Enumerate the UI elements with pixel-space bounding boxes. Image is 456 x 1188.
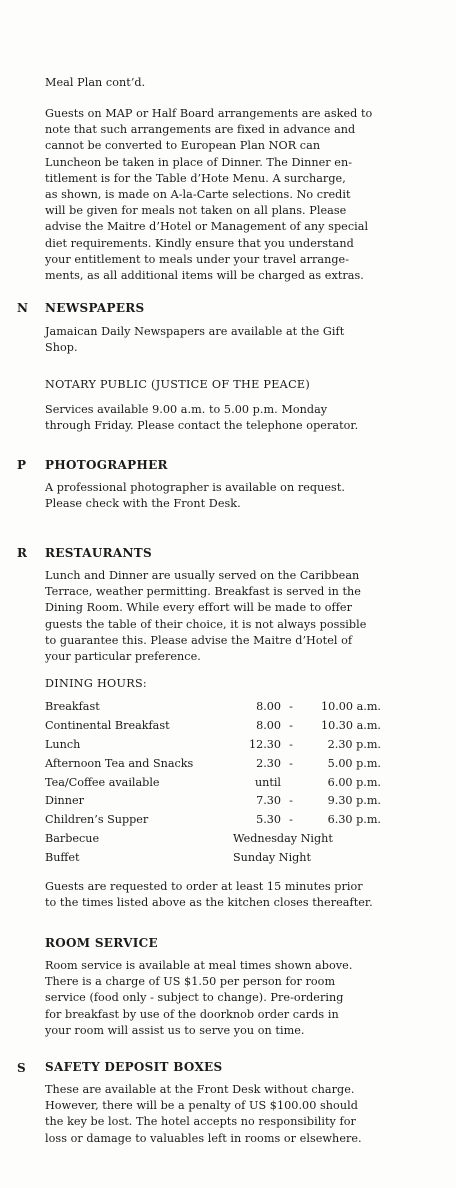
- meal-plan-title: Meal Plan cont’d.: [45, 76, 146, 89]
- text-line: Guests are requested to order at least 15 minutes prior: [45, 880, 363, 893]
- table-row: [45, 791, 381, 810]
- end-time: 10.00 a.m.: [321, 699, 381, 713]
- text-line: advise the Maitre d’Hotel or Management of any special: [45, 220, 369, 234]
- photographer-body: [45, 480, 405, 512]
- meal-day: Wednesday Night: [233, 832, 333, 846]
- text-line: A professional photographer is available on request.: [45, 481, 345, 494]
- time-dash: [281, 773, 301, 792]
- text-line: Shop.: [45, 341, 78, 355]
- table-row: [45, 754, 381, 773]
- text-line: Please check with the Front Desk.: [45, 497, 241, 511]
- text-line: note that such arrangements are fixed in advance and: [45, 123, 356, 137]
- restaurants-heading: RESTAURANTS: [45, 546, 152, 560]
- start-time: 8.00: [256, 718, 281, 732]
- meal-name: Lunch: [45, 737, 81, 751]
- time-dash: -: [289, 756, 293, 770]
- text-line: your particular preference.: [45, 650, 201, 664]
- text-line: ments, as all additional items will be charged as extras.: [45, 269, 364, 283]
- photographer-heading: PHOTOGRAPHER: [45, 458, 168, 472]
- room-service-body: [45, 958, 405, 1039]
- start-time: 12.30: [248, 737, 281, 751]
- meal-name: Afternoon Tea and Snacks: [45, 756, 194, 770]
- start-time: 5.30: [256, 813, 281, 827]
- table-row: [45, 810, 381, 829]
- text-line: service (food only - subject to change). Pre-ordering: [45, 991, 344, 1005]
- text-line: to guarantee this. Please advise the Maitre d’Hotel of: [45, 633, 353, 647]
- section-letter-s: S: [17, 1061, 26, 1075]
- text-line: to the times listed above as the kitchen closes thereafter.: [45, 896, 373, 910]
- start-time: 7.30: [256, 794, 281, 808]
- notary-public-heading: NOTARY PUBLIC (JUSTICE OF THE PEACE): [45, 378, 311, 391]
- text-line: Dining Room. While every effort will be made to offer: [45, 601, 352, 615]
- text-line: Luncheon be taken in place of Dinner. The Dinner en-: [45, 155, 353, 169]
- newspapers-body: [45, 324, 405, 356]
- notary-public-body: [45, 402, 405, 434]
- table-row: [45, 773, 381, 792]
- end-time: 6.30 p.m.: [327, 813, 381, 827]
- time-dash: -: [289, 718, 293, 732]
- meal-plan-body: [45, 106, 405, 284]
- table-row: [45, 716, 381, 735]
- meal-name: Continental Breakfast: [45, 718, 170, 732]
- meal-name: Buffet: [45, 851, 80, 865]
- end-time: 5.00 p.m.: [327, 756, 381, 770]
- text-line: Room service is available at meal times shown above.: [45, 959, 353, 972]
- text-line: cannot be converted to European Plan NOR can: [45, 139, 321, 153]
- table-row: [45, 848, 381, 867]
- text-line: your entitlement to meals under your travel arrange-: [45, 252, 350, 266]
- meal-name: Dinner: [45, 794, 84, 808]
- meal-name: Breakfast: [45, 699, 100, 713]
- end-time: 6.00 p.m.: [327, 775, 381, 789]
- time-dash: -: [289, 737, 293, 751]
- text-line: through Friday. Please contact the telephone operator.: [45, 419, 359, 433]
- meal-name: Tea/Coffee available: [45, 775, 160, 789]
- dining-note: [45, 879, 405, 911]
- text-line: will be given for meals not taken on all plans. Please: [45, 204, 347, 218]
- text-line: However, there will be a penalty of US $100.00 should: [45, 1099, 358, 1113]
- safety-deposit-body: [45, 1082, 405, 1147]
- newspapers-heading: NEWSPAPERS: [45, 301, 145, 315]
- dining-hours-table: [45, 697, 381, 867]
- safety-deposit-heading: SAFETY DEPOSIT BOXES: [45, 1060, 223, 1074]
- text-line: diet requirements. Kindly ensure that you understand: [45, 236, 354, 250]
- text-line: the key be lost. The hotel accepts no responsibility for: [45, 1115, 356, 1129]
- start-time: 8.00: [256, 699, 281, 713]
- meal-name: Children’s Supper: [45, 813, 149, 827]
- text-line: your room will assist us to serve you on time.: [45, 1023, 305, 1037]
- text-line: Jamaican Daily Newspapers are available at the Gift: [45, 325, 345, 338]
- text-line: Terrace, weather permitting. Breakfast is served in the: [45, 585, 361, 599]
- text-line: guests the table of their choice, it is not always possible: [45, 617, 367, 631]
- end-time: 2.30 p.m.: [327, 737, 381, 751]
- text-line: These are available at the Front Desk without charge.: [45, 1083, 355, 1096]
- section-letter-n: N: [17, 301, 28, 315]
- meal-day: Sunday Night: [233, 851, 312, 865]
- text-line: titlement is for the Table d’Hote Menu. A surcharge,: [45, 171, 346, 185]
- table-row: [45, 697, 381, 716]
- time-dash: -: [289, 813, 293, 827]
- text-line: loss or damage to valuables left in rooms or elsewhere.: [45, 1131, 362, 1145]
- text-line: as shown, is made on A-la-Carte selections. No credit: [45, 188, 351, 202]
- text-line: Guests on MAP or Half Board arrangements are asked to: [45, 107, 373, 120]
- text-line: for breakfast by use of the doorknob order cards in: [45, 1007, 339, 1021]
- start-time: until: [254, 775, 281, 789]
- section-letter-p: P: [17, 458, 27, 472]
- time-dash: -: [289, 794, 293, 808]
- end-time: 9.30 p.m.: [327, 794, 381, 808]
- text-line: There is a charge of US $1.50 per person for room: [45, 975, 336, 989]
- meal-name: Barbecue: [45, 832, 100, 846]
- table-row: [45, 735, 381, 754]
- restaurants-body: [45, 568, 405, 665]
- start-time: 2.30: [256, 756, 281, 770]
- time-dash: -: [289, 699, 293, 713]
- room-service-heading: ROOM SERVICE: [45, 936, 158, 950]
- table-row: [45, 829, 381, 848]
- text-line: Lunch and Dinner are usually served on the Caribbean: [45, 569, 360, 582]
- text-line: Services available 9.00 a.m. to 5.00 p.m. Monday: [45, 403, 328, 416]
- dining-hours-label: DINING HOURS:: [45, 677, 147, 690]
- end-time: 10.30 a.m.: [321, 718, 381, 732]
- section-letter-r: R: [17, 546, 27, 560]
